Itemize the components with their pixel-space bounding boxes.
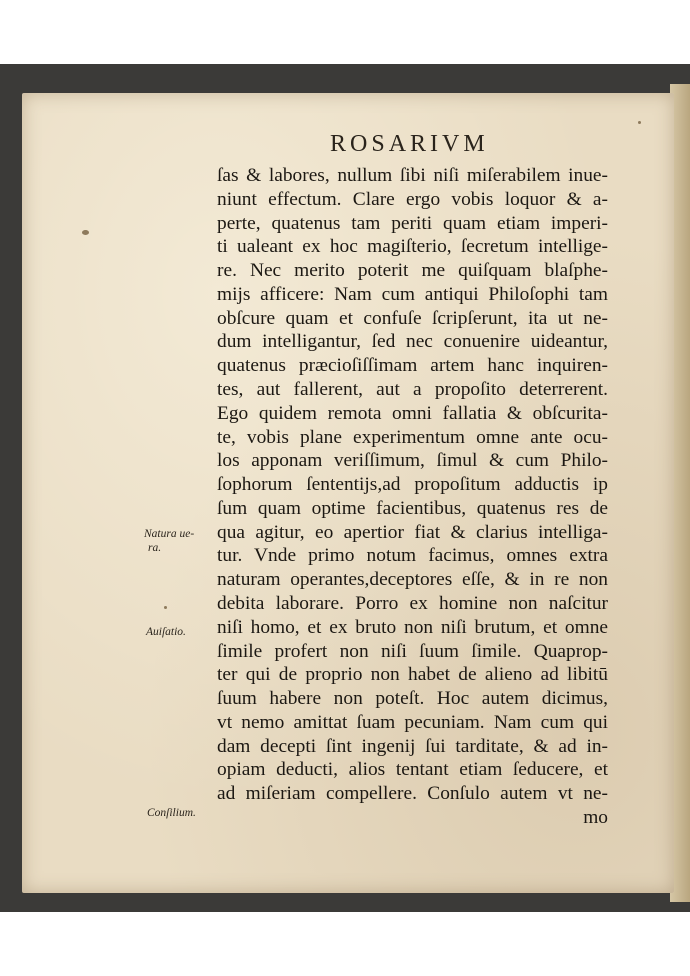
text-line-5: re. Nec merito poterit me quiſquam blaſphe- (217, 260, 608, 281)
ink-speck (82, 230, 89, 235)
text-line-8: dum intelligantur, ſed nec conuenire uideantur, (217, 331, 608, 352)
running-head: ROSARIVM (330, 131, 489, 157)
text-line-18: naturam operantes,deceptores eſſe, & in re non (217, 569, 608, 590)
text-line-26: opiam deducti, alios tentant etiam ſeducere, et (217, 759, 608, 780)
text-line-11: Ego quidem remota omni fallatia & obſcurita- (217, 403, 608, 424)
text-line-14: ſophorum ſententijs,ad propoſitum adductis ip (217, 474, 608, 495)
text-line-6: mijs afficere: Nam cum antiqui Philoſophi tam (217, 284, 608, 305)
text-line-17: tur. Vnde primo notum facimus, omnes extra (217, 545, 608, 566)
margin-note-consilium: Conſilium. (147, 807, 196, 819)
text-line-13: los apponam veriſſimum, ſimul & cum Philo- (217, 450, 608, 471)
margin-note-auisatio: Auiſatio. (146, 626, 186, 638)
text-line-27: ad miſeriam compellere. Conſulo autem vt ne- (217, 783, 608, 804)
catchword: mo (583, 807, 608, 828)
text-line-7: obſcure quam et confuſe ſcripſerunt, ita ut ne- (217, 308, 608, 329)
text-line-21: ſimile profert non niſi ſuum ſimile. Quaprop- (217, 641, 608, 662)
text-line-19: debita laborare. Porro ex homine non naſcitur (217, 593, 608, 614)
text-line-4: ti ualeant ex hoc magiſterio, ſecretum intellige- (217, 236, 608, 257)
ink-speck (164, 606, 167, 609)
text-line-22: ter qui de proprio non habet de alieno ad libitū (217, 664, 608, 685)
ink-speck (638, 121, 641, 124)
text-line-9: quatenus præcioſiſſimam artem hanc inquiren- (217, 355, 608, 376)
margin-note-natura-2: ra. (148, 542, 162, 554)
text-line-1: ſas & labores, nullum ſibi niſi miſerabilem inue- (217, 165, 608, 186)
text-line-2: niunt effectum. Clare ergo vobis loquor & a- (217, 189, 608, 210)
text-line-25: dam decepti ſint ingenij ſui tarditate, & ad in- (217, 736, 608, 757)
text-line-10: tes, aut fallerent, aut a propoſito deterrerent. (217, 379, 608, 400)
text-line-20: niſi homo, et ex bruto non niſi brutum, et omne (217, 617, 608, 638)
text-line-12: te, vobis plane experimentum omne ante ocu- (217, 427, 608, 448)
text-line-3: perte, quatenus tam periti quam etiam imperi- (217, 213, 608, 234)
text-line-15: ſum quam optime facientibus, quatenus res de (217, 498, 608, 519)
text-line-23: ſuum habere non poteſt. Hoc autem dicimus, (217, 688, 608, 709)
margin-note-natura-1: Natura ue- (144, 528, 195, 540)
text-line-24: vt nemo amittat ſuam pecuniam. Nam cum qui (217, 712, 608, 733)
text-line-16: qua agitur, eo apertior fiat & clarius intelliga- (217, 522, 608, 543)
